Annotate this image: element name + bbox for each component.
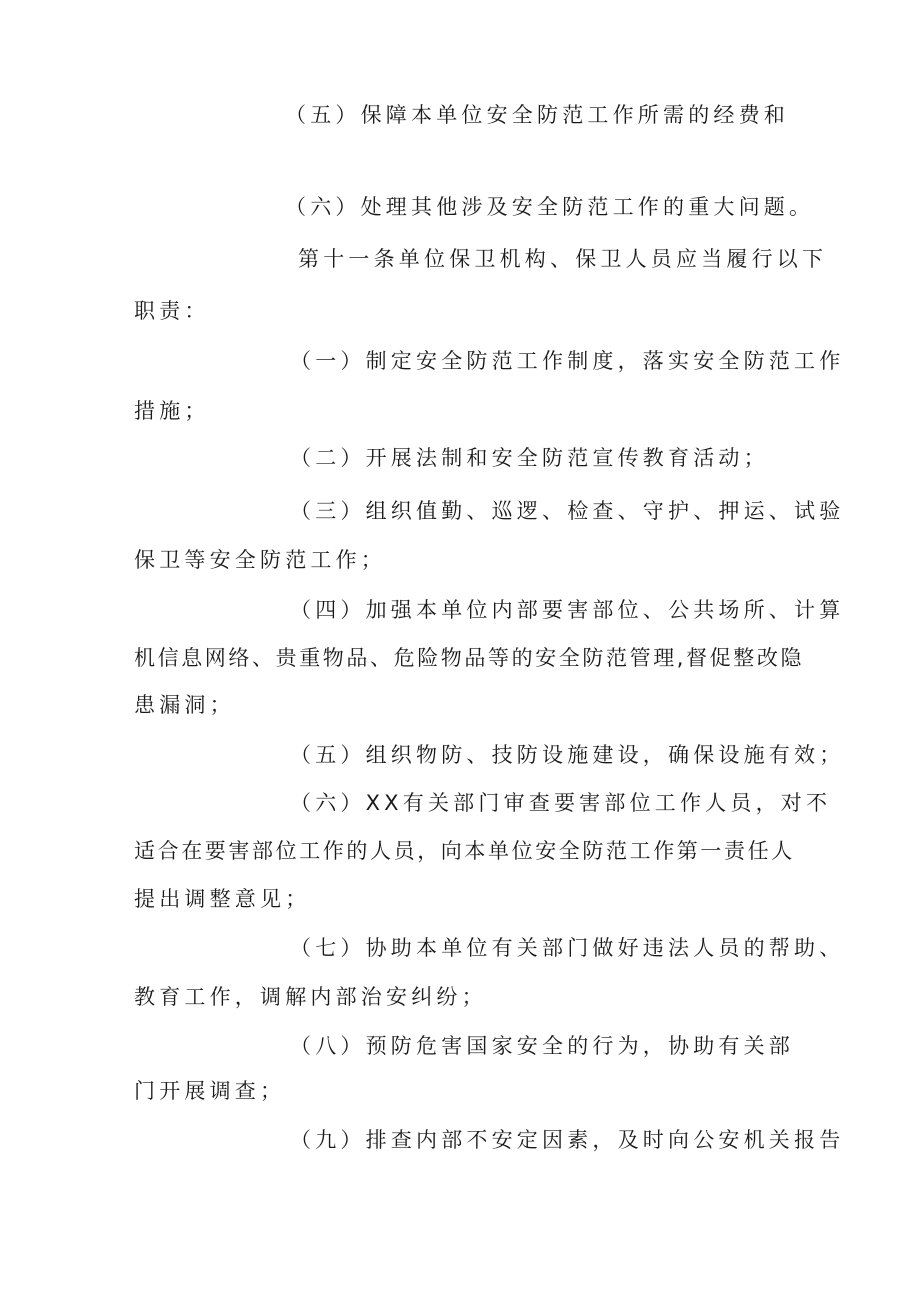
duty-7-continuation: 教育工作，调解内部治安纠纷；	[134, 985, 487, 1009]
duty-8-continuation: 门开展调查；	[134, 1079, 286, 1103]
duty-6-continuation-2: 提出调整意见；	[134, 887, 311, 911]
duty-4: （四）加强本单位内部要害部位、公共场所、计算	[290, 598, 845, 622]
duty-3-continuation: 保卫等安全防范工作；	[134, 548, 386, 572]
duty-4-continuation-1: 机信息网络、贵重物品、危险物品等的安全防范管理,督促整改隐	[134, 646, 805, 670]
para-5-security-funding: （五）保障本单位安全防范工作所需的经费和	[285, 103, 789, 127]
article-11-continuation: 职责：	[134, 299, 210, 323]
duty-6-continuation-1: 适合在要害部位工作的人员，向本单位安全防范工作第一责任人	[134, 839, 795, 863]
duty-1: （一）制定安全防范工作制度，落实安全防范工作	[290, 349, 845, 373]
duty-5: （五）组织物防、技防设施建设，确保设施有效；	[290, 743, 845, 767]
para-6-major-issues: （六）处理其他涉及安全防范工作的重大问题。	[285, 195, 815, 219]
duty-1-continuation: 措施；	[134, 399, 210, 423]
duty-8: （八）预防危害国家安全的行为，协助有关部	[290, 1034, 794, 1058]
article-11-heading: 第十一条单位保卫机构、保卫人员应当履行以下	[298, 247, 828, 271]
duty-9: （九）排查内部不安定因素，及时向公安机关报告	[290, 1128, 845, 1152]
duty-6: （六）XX有关部门审查要害部位工作人员，对不	[290, 791, 832, 815]
duty-4-continuation-2: 患漏洞；	[134, 693, 235, 717]
duty-2: （二）开展法制和安全防范宣传教育活动；	[290, 446, 769, 470]
duty-3: （三）组织值勤、巡逻、检查、守护、押运、试验	[290, 499, 845, 523]
duty-7: （七）协助本单位有关部门做好违法人员的帮助、	[290, 936, 845, 960]
